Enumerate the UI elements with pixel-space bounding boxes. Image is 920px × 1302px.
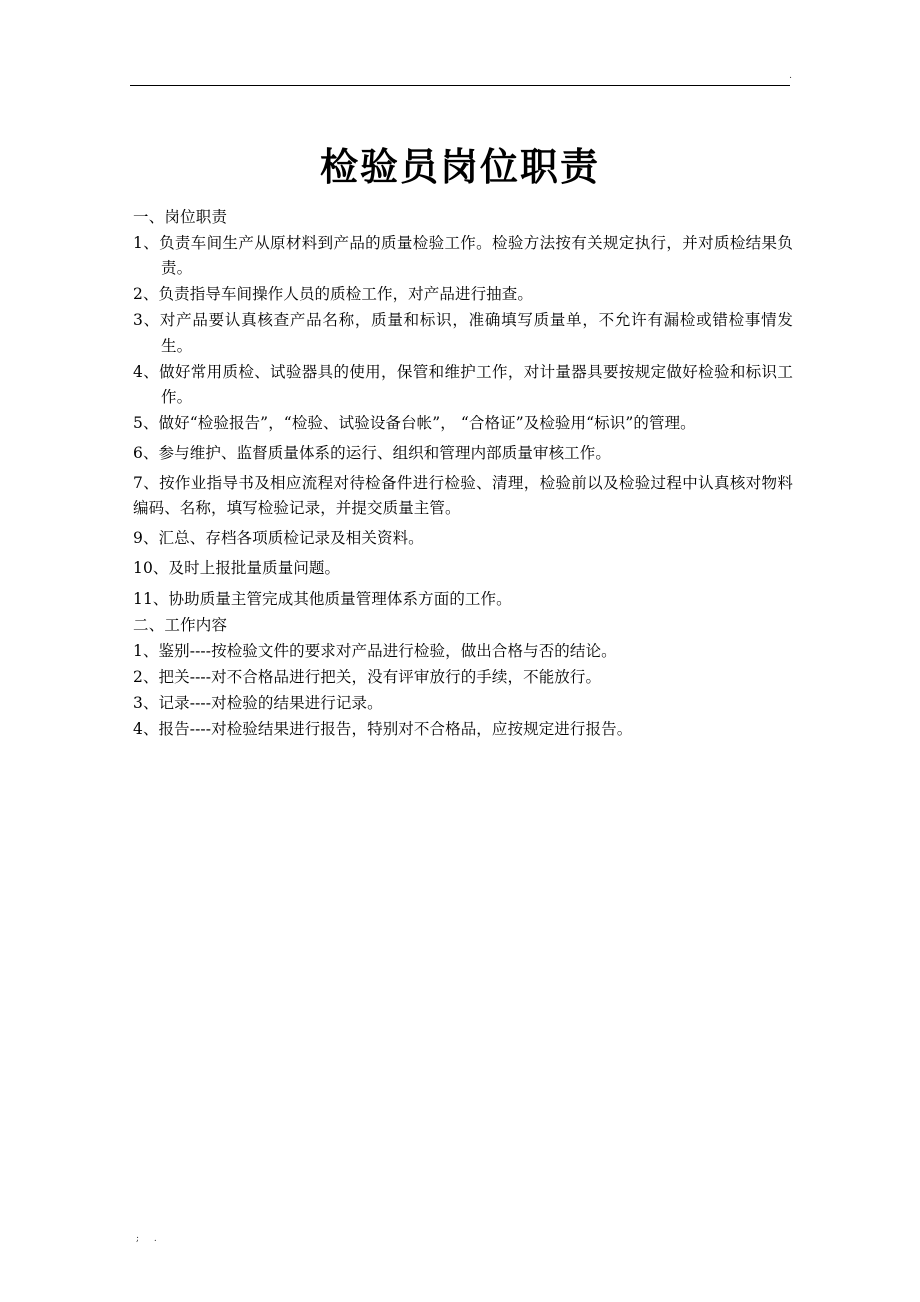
section-heading-duties: 一、岗位职责 xyxy=(133,208,228,226)
header-divider xyxy=(130,85,790,86)
work-item-2: 2、把关----对不合格品进行把关，没有评审放行的手续，不能放行。 xyxy=(133,667,602,686)
duty-item-10: 10、及时上报批量质量问题。 xyxy=(133,559,341,578)
document-body xyxy=(133,205,793,743)
duty-item-11: 11、协助质量主管完成其他质量管理体系方面的工作。 xyxy=(133,589,512,608)
duty-item-4: 4、做好常用质检、试验器具的使用，保管和维护工作，对计量器具要按规定做好检验和标识工作。 xyxy=(133,362,793,406)
section-heading-work-content: 二、工作内容 xyxy=(133,615,228,634)
work-item-1: 1、鉴别----按检验文件的要求对产品进行检验，做出合格与否的结论。 xyxy=(133,641,617,660)
duty-item-2: 2、负责指导车间操作人员的质检工作，对产品进行抽查。 xyxy=(133,285,533,304)
duty-item-5: 5、做好“检验报告”，“检验、试验设备台帐”， “合格证”及检验用“标识”的管理。 xyxy=(133,413,696,432)
duty-item-1: 1、负责车间生产从原材料到产品的质量检验工作。检验方法按有关规定执行，并对质检结果负责。 xyxy=(133,234,793,278)
footer-mark: ; . xyxy=(136,1234,163,1244)
header-mark: . xyxy=(789,71,792,81)
work-item-4: 4、报告----对检验结果进行报告，特别对不合格品，应按规定进行报告。 xyxy=(133,720,633,739)
page-title: 检验员岗位职责 xyxy=(319,145,600,190)
duty-item-7: 7、按作业指导书及相应流程对待检备件进行检验、清理，检验前以及检验过程中认真核对物料编码、名称，填写检验记录，并提交质量主管。 xyxy=(133,474,793,518)
duty-item-6: 6、参与维护、监督质量体系的运行、组织和管理内部质量审核工作。 xyxy=(133,443,611,462)
duty-item-9: 9、汇总、存档各项质检记录及相关资料。 xyxy=(133,529,424,548)
work-item-3: 3、记录----对检验的结果进行记录。 xyxy=(133,693,383,712)
duty-item-3: 3、对产品要认真核查产品名称，质量和标识，准确填写质量单，不允许有漏检或错检事情发生。 xyxy=(133,311,793,355)
